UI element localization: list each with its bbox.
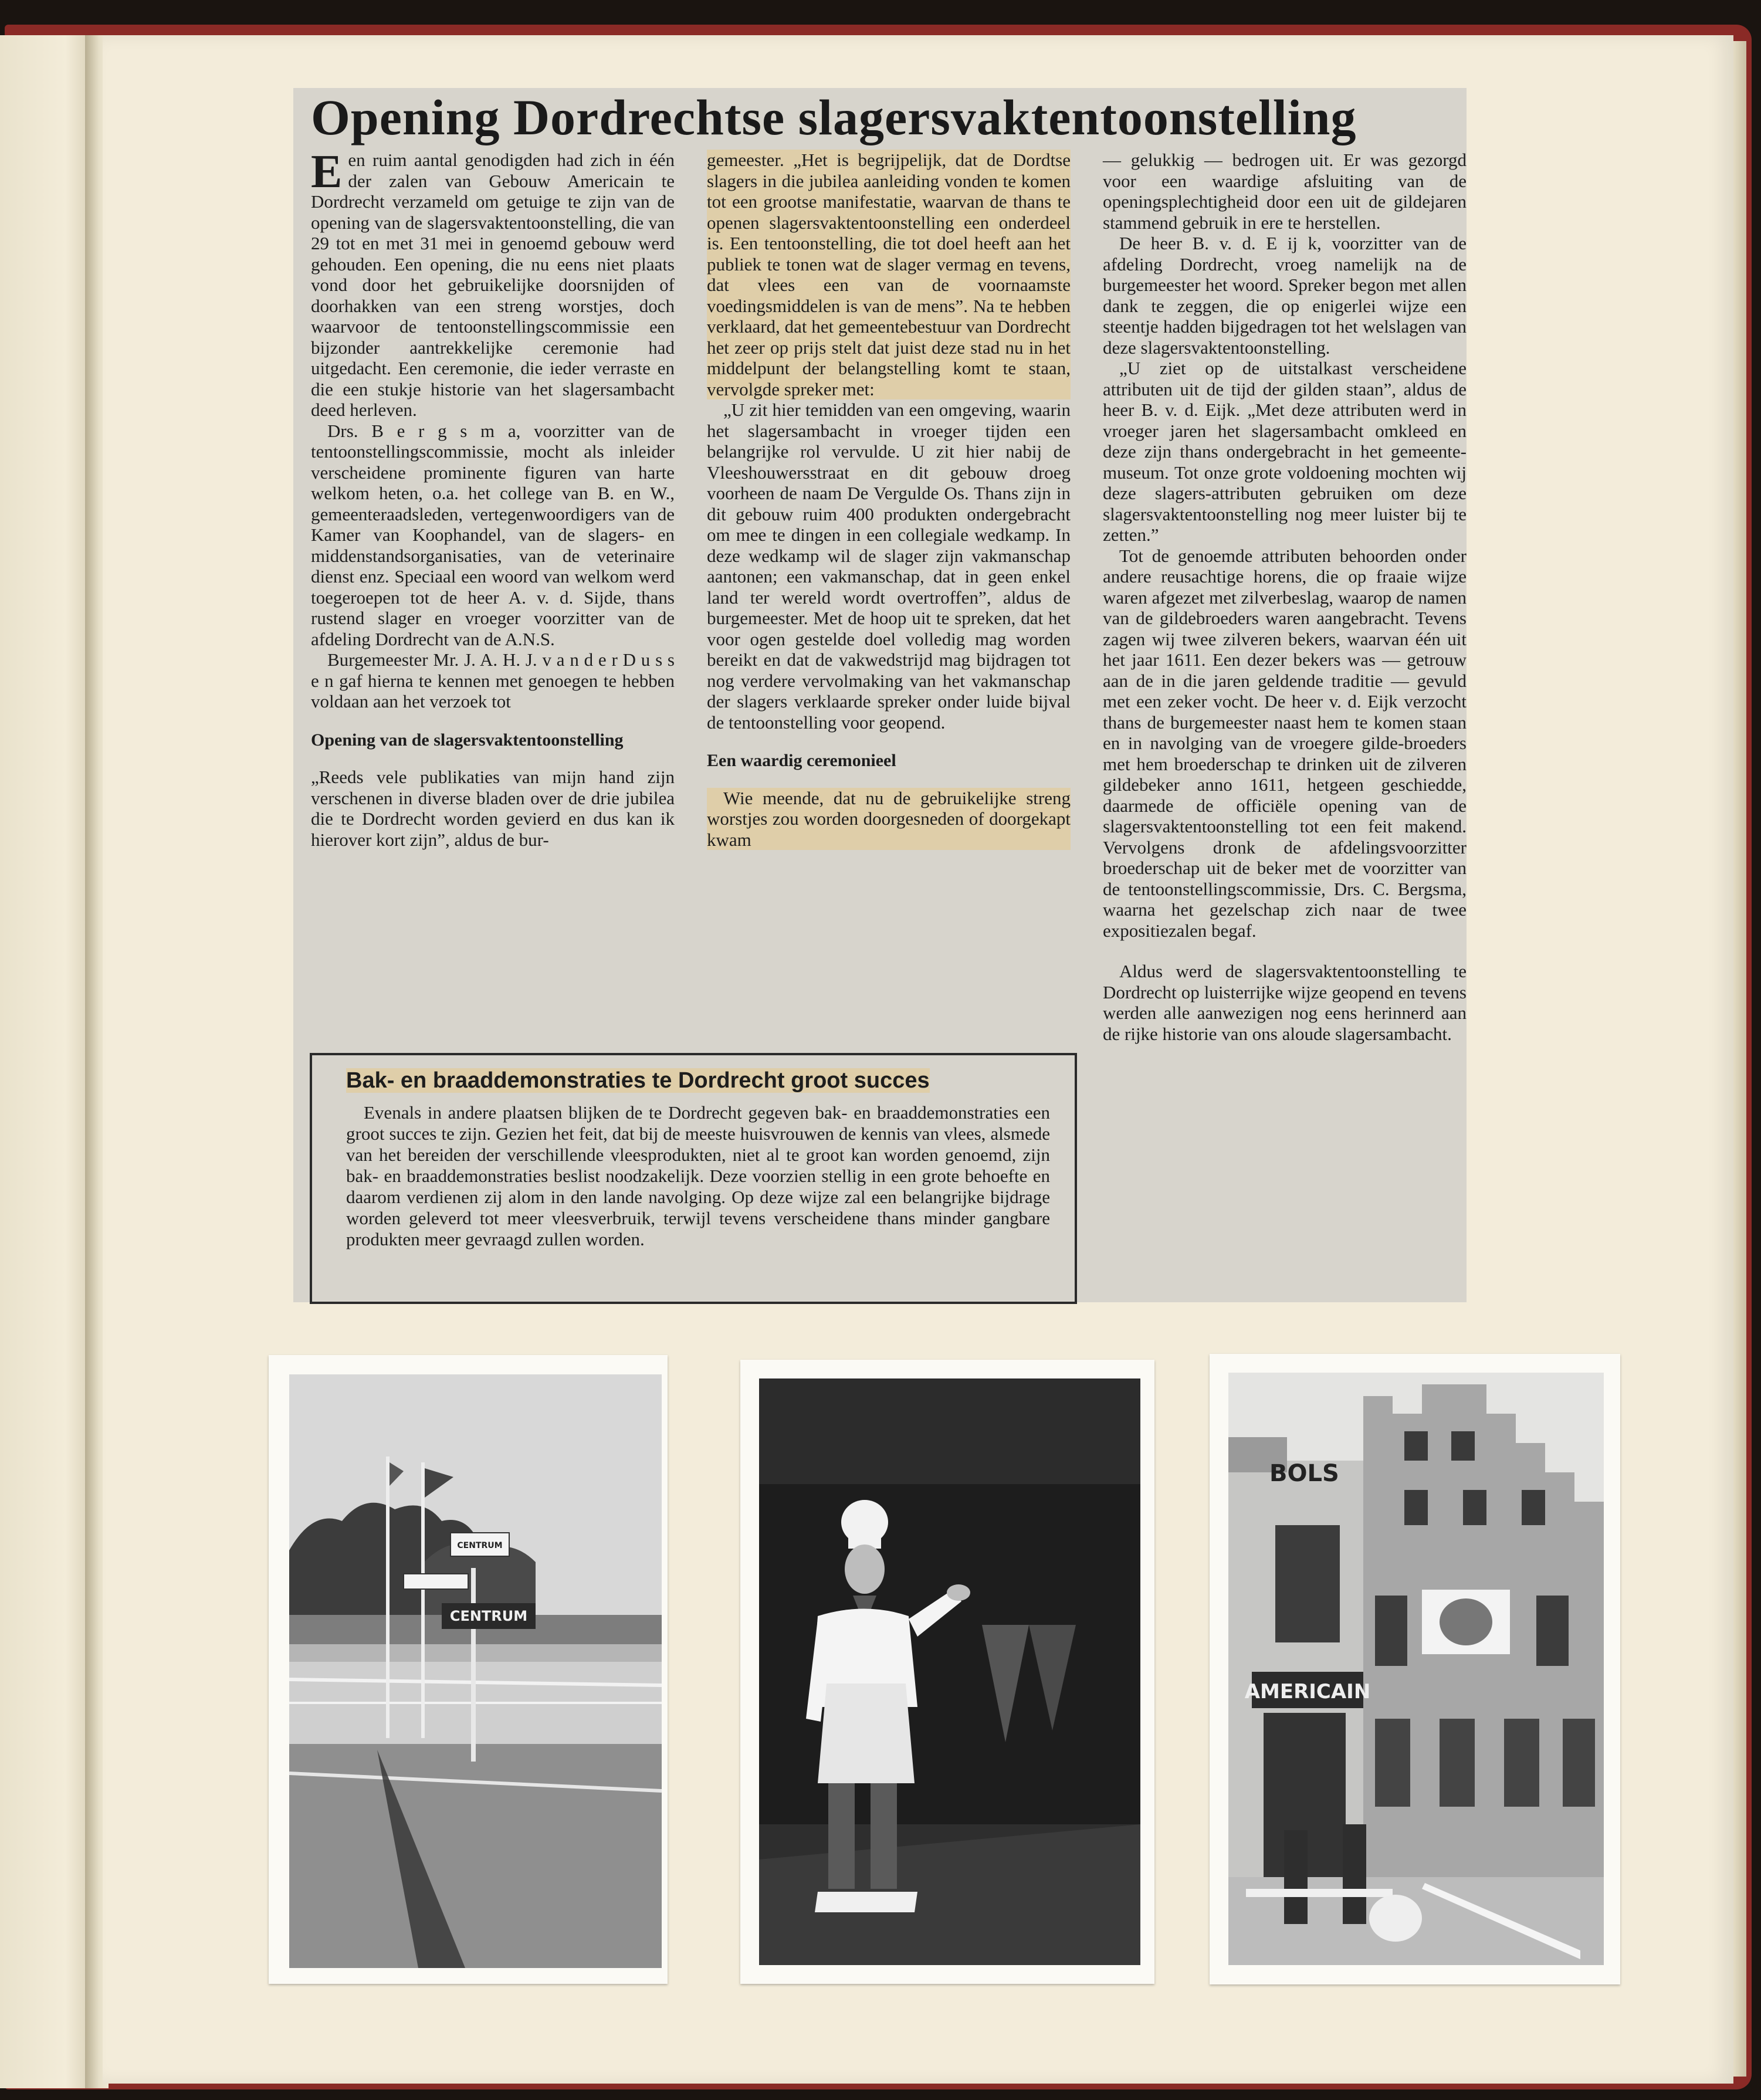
photo-street-flags: [269, 1355, 668, 1984]
article-column-2: [707, 150, 1071, 850]
dropcap: E: [311, 146, 343, 198]
subheading: Opening van de slagersvaktentoonstelling: [311, 730, 624, 750]
paragraph: De heer B. v. d. E ij k, voorzitter van de afdeling Dordrecht, vroeg namelijk na de burgemeester het woord. Spreker begon met allen dank te zeggen, die op enigerlei wijze een steentje hadden bijgedragen tot het welslagen van deze slagersvaktentoonstelling.: [1103, 233, 1467, 358]
paragraph: gemeester. „Het is begrijpelijk, dat de Dordtse slagers in die jubilea aanleiding vonden te komen tot een grootse manifestatie, waarvan de thans te openen slagersvaktentoonstelling een onderdeel is. Een tentoonstelling, die tot doel heeft aan het publiek te tonen wat de slager vermag en tevens, dat vlees een van de voornaamste voedingsmiddelen is van de mens”. Na te hebben verklaard, dat het gemeentebestuur van Dordrecht het zeer op prijs stelt dat juist deze stad nu in het middelpunt der belangstelling komt te staan, vervolgde spreker met:: [707, 150, 1071, 399]
photo-street-flags-image: [289, 1374, 662, 1968]
article-column-1: [311, 146, 675, 850]
photo-building-americain: [1210, 1354, 1620, 1984]
paragraph: „U ziet op de uitstalkast verscheidene attributen uit de tijd der gilden staan”, aldus de heer B. v. d. Eijk. „Met deze attributen werd in vroeger jaren het slagersambacht omkleed en deze zijn thans ondergebracht in het gemeente-museum. Tot onze grote voldoening mochten wij deze slagers-attributen gebruiken om deze slagersvaktentoonstelling nog meer luister bij te zetten.”: [1103, 358, 1467, 545]
boxed-article-body: Evenals in andere plaatsen blijken de te Dordrecht gegeven bak- en braaddemonstraties een groot succes te zijn. Gezien het feit, dat bij de meeste huisvrouwen de kennis van vlees, alsmede van het bereiden der verschillende vleesprodukten, niet al te groot kan worden genoemd, zijn bak- en braaddemonstraties beslist noodzakelijk. Deze voorzien stellig in een grote behoefte en daarom verdienen zij alom in den lande navolging. Op deze wijze zal een belangrijke bijdrage worden geleverd tot meer vleesverbruik, terwijl tevens verscheidene thans minder gangbare produkten meer gevraagd zullen worden.: [346, 1102, 1050, 1249]
paragraph: — gelukkig — bedrogen uit. Er was gezorgd voor een waardige afsluiting van de openingsplechtigheid door een uit de gildejaren stammend gebruik in ere te herstellen.: [1103, 150, 1467, 233]
photo-building-americain-image: [1228, 1373, 1604, 1965]
paragraph: Tot de genoemde attributen behoorden onder andere reusachtige horens, die op fraaie wijze waren afgezet met zilverbeslag, waarop de namen van de gildebroeders waren aangebracht. Tevens zagen wij twee zilveren bekers, waarvan één uit het jaar 1611. Een dezer bekers was — getrouw aan de in die jaren geldende traditie — gevuld met een zeker vocht. De heer v. d. Eijk verzocht thans de burgemeester naast hem te komen staan en in navolging van de vroegere gilde-broeders met hem broederschap te drinken uit de zilveren gildebeker anno 1611, hetgeen geschiedde, daarmede de officiële opening van de slagersvaktentoonstelling tot een feit makend. Vervolgens dronk de afdelingsvoorzitter broederschap uit de beker met de voorzitter van de tentoonstellingscommissie, Drs. C. Bergsma, waarna het gezelschap zich naar de twee expositiezalen begaf.: [1103, 545, 1467, 941]
paragraph: Wie meende, dat nu de gebruikelijke streng worstjes zou worden doorgesneden of doorgekapt kwam: [707, 787, 1071, 850]
left-page-edge: [0, 35, 94, 2088]
paragraph: Aldus werd de slagersvaktentoonstelling te Dordrecht op luisterrijke wijze geopend en tevens werden alle aanwezigen nog eens herinnerd aan de rijke historie van ons aloude slagersambacht.: [1103, 961, 1467, 1044]
paragraph: Een ruim aantal genodigden had zich in één der zalen van Gebouw Americain te Dordrecht verzameld om getuige te zijn van de opening van de slagersvaktentoonstelling, die van 29 tot en met 31 mei in genoemd gebouw werd gehouden. Een opening, die nu eens niet plaats vond door het gebruikelijke doorsnijden of doorhakken van een streng worstjes, doch waarvoor de tentoonstellingscommissie een bijzonder aantrekkelijke ceremonie had uitgedacht. Een ceremonie, die ieder verraste en die een stukje historie van het slagersambacht deed herleven.: [311, 146, 675, 420]
paragraph: „Reeds vele publikaties van mijn hand zijn verschenen in diverse bladen over de drie jubilea die te Dordrecht worden gevierd en dus kan ik hierover kort zijn”, aldus de bur-: [311, 767, 675, 850]
boxed-article: [310, 1053, 1077, 1304]
article-column-3: [1103, 150, 1467, 1044]
boxed-article-title: Bak- en braaddemonstraties te Dordrecht groot succes: [346, 1068, 930, 1093]
paragraph: „U zit hier temidden van een omgeving, waarin het slagersambacht in vroeger tijden een belangrijke rol vervulde. U zit hier nabij de Vleeshouwersstraat en dit gebouw droeg voorheen de naam De Vergulde Os. Thans zijn in dit gebouw ruim 400 produkten ondergebracht om mee te dingen in een collegiale wedkamp. In deze wedkamp wil de slager zijn vakmanschap aantonen; een vakmanschap, dat in geen enkel land ter wereld wordt overtroffen”, aldus de burgemeester. Met de hoop uit te spreken, dat het voor ogen gestelde doel volledig mag worden bereikt en dat de vakwedstrijd mag bijdragen tot nog verdere vervolmaking van het vakmanschap der slagers verklaarde spreker onder luide bijval de tentoonstelling voor geopend.: [707, 399, 1071, 733]
paragraph: Burgemeester Mr. J. A. H. J. v a n d e r D u s s e n gaf hierna te kennen met genoegen te hebben voldaan aan het verzoek tot: [311, 649, 675, 712]
sign-centrum: CENTRUM: [449, 1608, 528, 1624]
photo-chef-cutout: [740, 1360, 1154, 1984]
sign-centrum-small: CENTRUM: [457, 1541, 503, 1550]
subheading: Een waardig ceremonieel: [707, 751, 896, 770]
headline: Opening Dordrechtse slagersvaktentoonstelling: [311, 89, 1357, 145]
paragraph: Drs. B e r g s m a, voorzitter van de tentoonstellingscommissie, mocht als inleider verscheidene prominente figuren van harte welkom heten, o.a. het college van B. en W., gemeenteraadsleden, vertegenwoordigers van de Kamer van Koophandel, van de slagers- en middenstandsorganisaties, van de veterinaire dienst enz. Speciaal een woord van welkom werd toegeroepen tot de heer A. v. d. Sijde, thans rustend slager en vroeger voorzitter van de afdeling Dordrecht van de A.N.S.: [311, 420, 675, 649]
photo-chef-cutout-image: [759, 1378, 1140, 1965]
sign-americain: AMERICAIN: [1244, 1680, 1371, 1703]
page-stack-edge: [1733, 41, 1746, 2077]
sign-bols: BOLS: [1269, 1460, 1339, 1487]
